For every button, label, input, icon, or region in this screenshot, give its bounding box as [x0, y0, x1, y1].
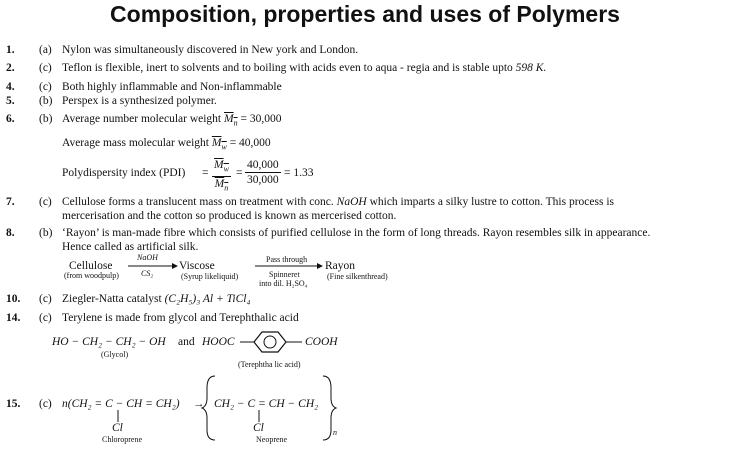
answer-text: Teflon is flexible, inert to solvents and to boiling with acids even to aqua - regia and is stable upto 598 K.: [62, 62, 547, 74]
question-number: 7.: [6, 196, 15, 208]
option-label: (c): [39, 312, 52, 324]
pdi-fraction-symbols: $\frac{M_w}{M_n}$: [214, 159, 229, 193]
question-number: 8.: [6, 227, 15, 239]
mw-symbol: $M_w$: [211, 137, 227, 152]
answer-text-cont: Hence called as artificial silk.: [62, 241, 199, 253]
option-label: (c): [39, 196, 52, 208]
option-label: (a): [39, 44, 52, 56]
answer-text: Perspex is a synthesized polymer.: [62, 95, 217, 107]
question-number: 2.: [6, 62, 15, 74]
option-label: (b): [39, 113, 53, 125]
answer-text: Terylene is made from glycol and Terephthalic acid: [62, 312, 299, 324]
answer-text: Both highly inflammable and Non-inflammable: [62, 81, 282, 93]
question-number: 10.: [6, 293, 21, 305]
answer-text: Average number molecular weight $M_n = 30,000$: [62, 113, 282, 128]
option-label: (c): [39, 62, 52, 74]
answer-text: ‘Rayon’ is man-made fibre which consists of purified cellulose in the form of long threads. Rayon resembles silk in appearance.: [62, 227, 651, 239]
question-number: 5.: [6, 95, 15, 107]
question-number: 4.: [6, 81, 15, 93]
option-label: (b): [39, 95, 53, 107]
option-label: (c): [39, 81, 52, 93]
answer-text: Nylon was simultaneously discovered in New york and London.: [62, 44, 359, 56]
temperature-value: 598 K.: [515, 62, 547, 74]
question-number: 6.: [6, 113, 15, 125]
option-label: (c): [39, 398, 52, 410]
terylene-reactants: HO − CH₂ − CH₂ − OH and HOOC COOH (Glycol) (Terephtha lic acid): [0, 330, 730, 370]
rayon-reaction: Cellulose (from woodpulp) NaOH CS₂ Viscose (Syrup likeliquid) Pass through Spinneret into dil. H₂SO₄ Rayon (Fine silkenthread): [64, 253, 388, 288]
question-number: 1.: [6, 44, 15, 56]
option-label: (b): [39, 227, 53, 239]
answer-text-cont: mercerisation and the cotton so produced is known as mercerised cotton.: [62, 210, 397, 222]
pdi-result: = 1.33: [284, 167, 314, 179]
answer-text: Cellulose forms a translucent mass on treatment with conc. NaOH which imparts a silky lustre to cotton. This process is: [62, 196, 615, 208]
pdi-fraction-values: $\frac{40,000}{30,000}$: [247, 159, 279, 186]
option-label: (c): [39, 293, 52, 305]
benzene-ring-icon: [236, 330, 316, 360]
mn-symbol: $M_n$: [224, 113, 238, 128]
question-number: 14.: [6, 312, 21, 324]
neoprene-reaction: n(CH₂ = C − CH = CH₂) Cl Chloroprene → CH₂ − C = CH − CH₂ Cl n Neoprene: [0, 370, 730, 453]
page-title: Composition, properties and uses of Polymers: [110, 1, 620, 27]
question-number: 15.: [6, 398, 21, 410]
answer-text: Ziegler-Natta catalyst (C₂H₅)₃ Al + TiCl₄: [62, 293, 251, 305]
